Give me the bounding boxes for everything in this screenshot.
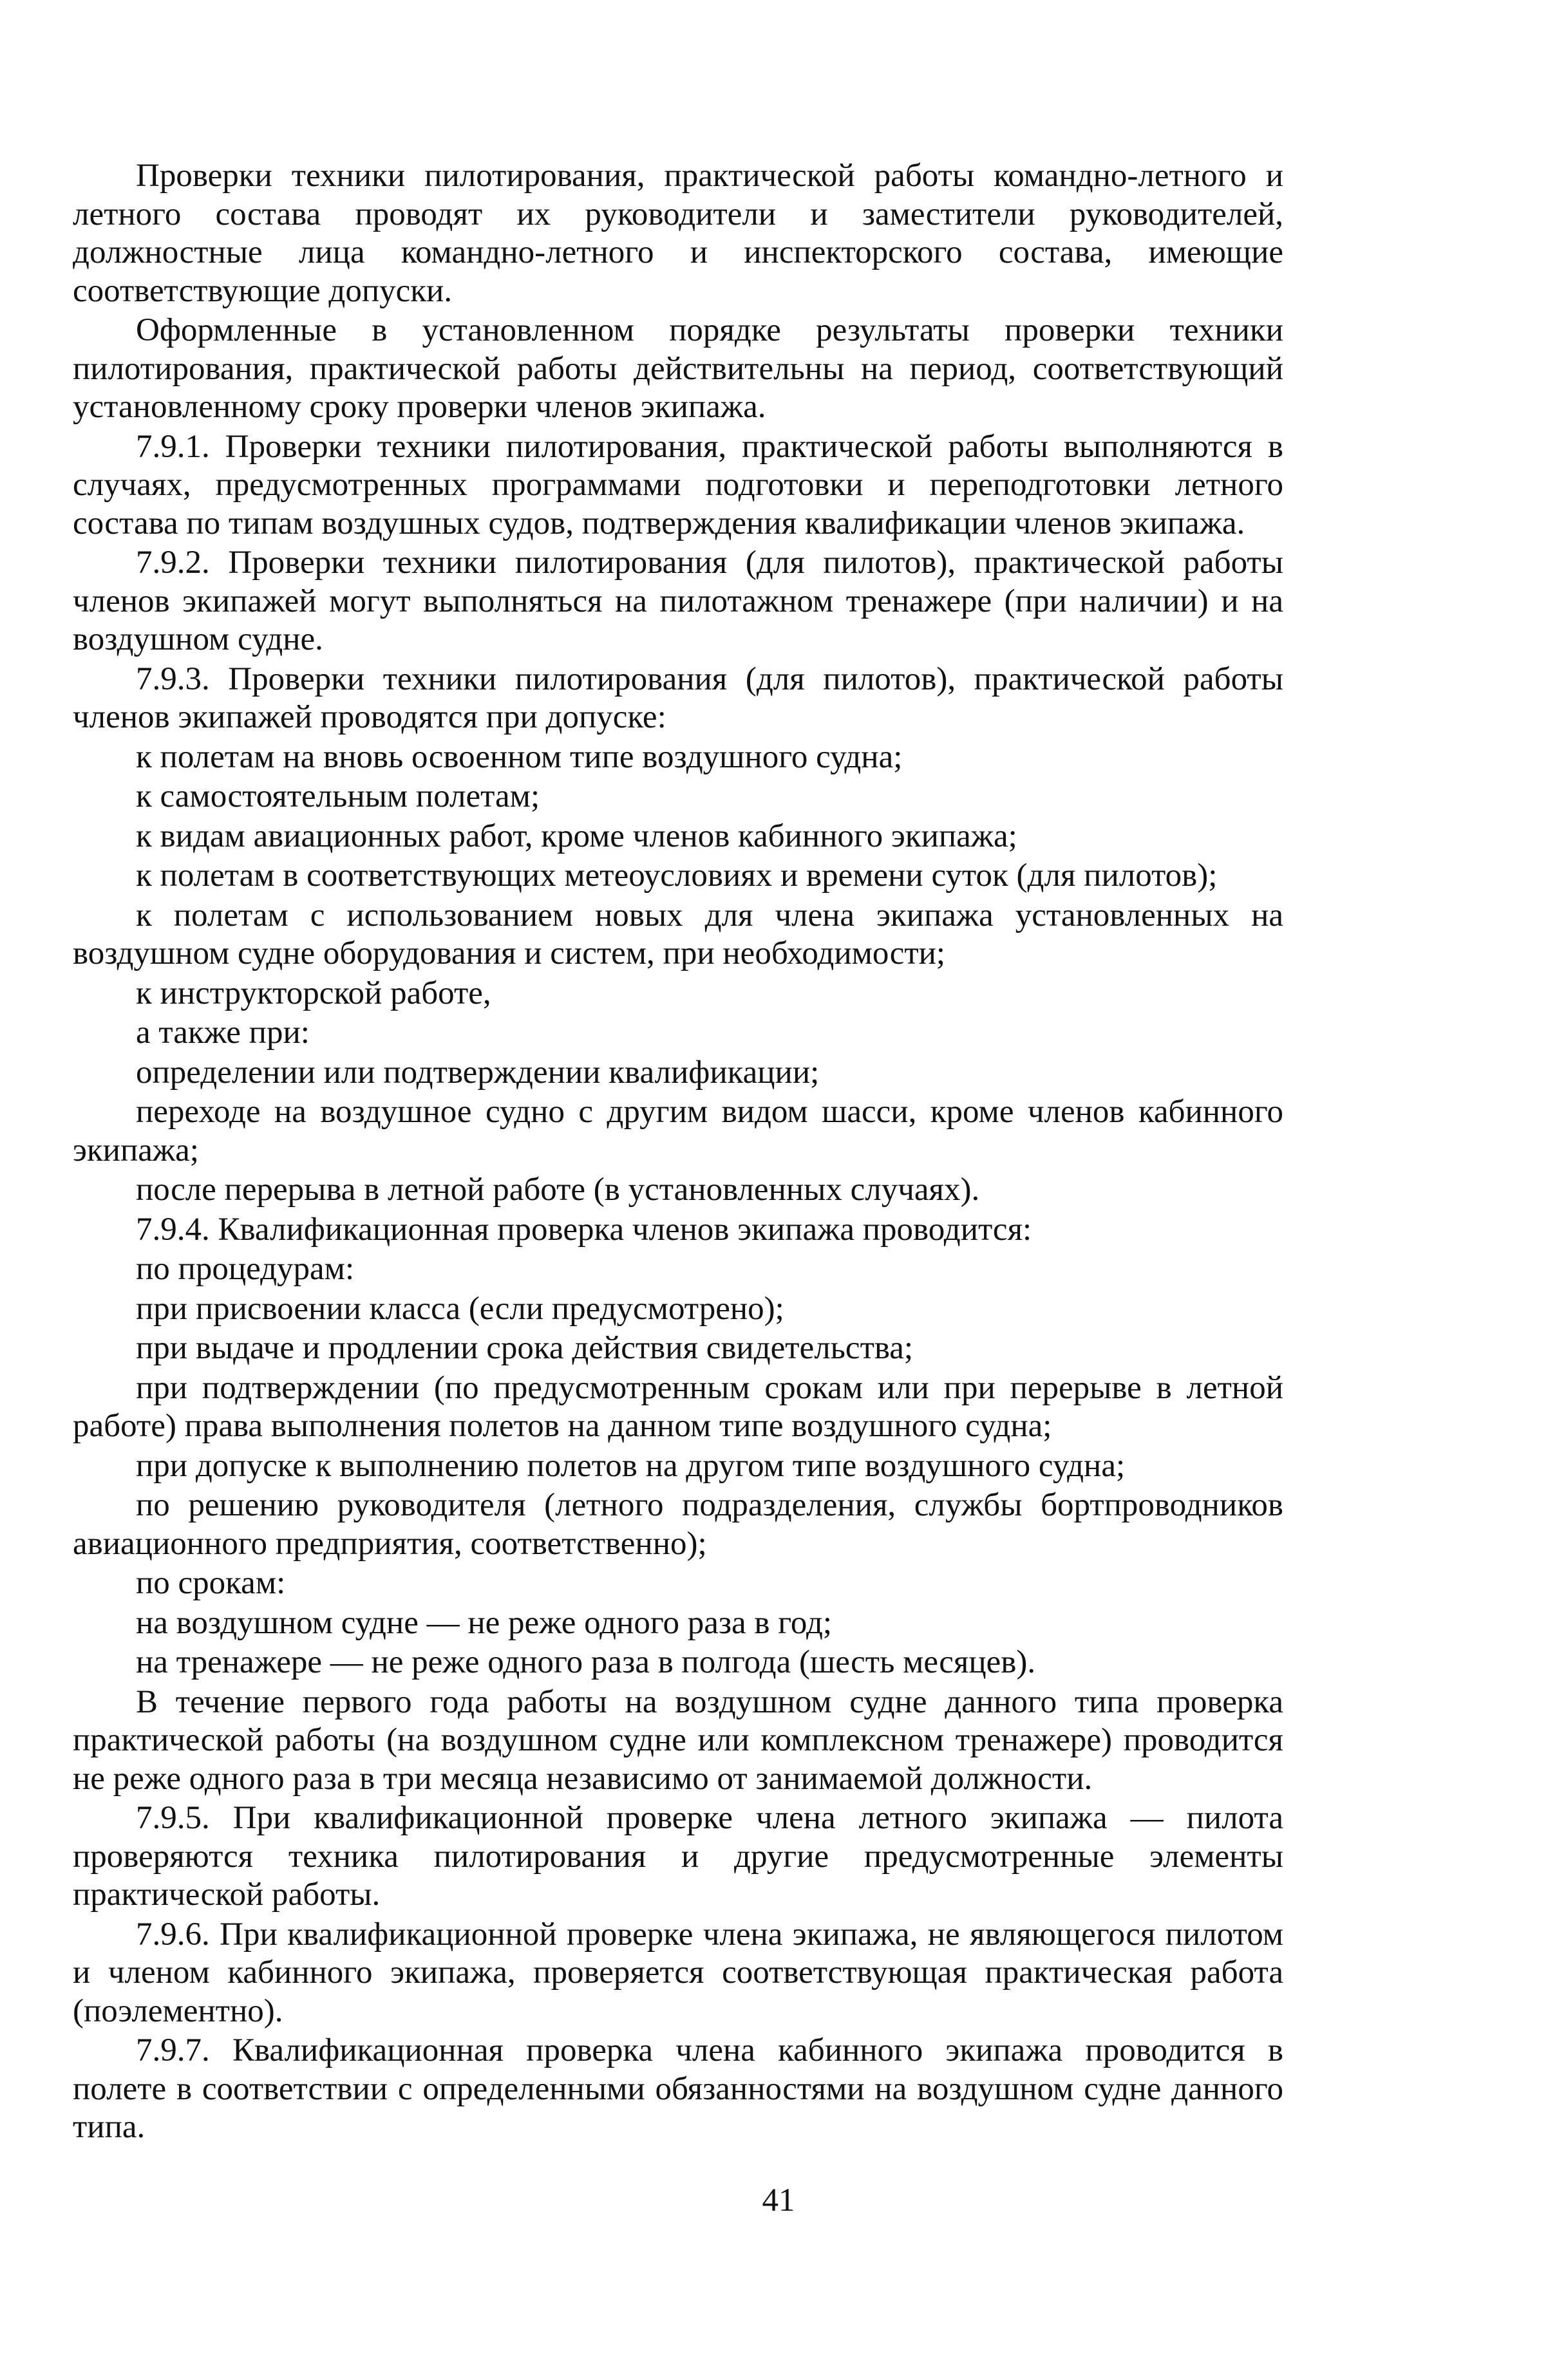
paragraph-7-9-1: 7.9.1. Проверки техники пилотирования, практической работы выполняются в случаях, предусмотренных программами подготовки и переподготовки летного состава по типам воздушных судов, подтверждения квалификации членов экипажа. bbox=[73, 428, 1283, 541]
list-item: при присвоении класса (если предусмотрено); bbox=[136, 1290, 784, 1327]
list-item: при допуске к выполнению полетов на другом типе воздушного судна; bbox=[136, 1447, 1126, 1484]
document-body bbox=[73, 157, 1283, 2147]
list-item: к видам авиационных работ, кроме членов кабинного экипажа; bbox=[136, 818, 1017, 854]
list-item: по процедурам: bbox=[136, 1251, 355, 1287]
list-item: после перерыва в летной работе (в установленных случаях). bbox=[136, 1172, 980, 1208]
list-item: к самостоятельным полетам; bbox=[136, 778, 540, 814]
list-item: к полетам в соответствующих метеоусловиях и времени суток (для пилотов); bbox=[136, 857, 1218, 894]
list-item: к полетам с использованием новых для члена экипажа установленных на воздушном судне оборудования и систем, при необходимости; bbox=[73, 897, 1283, 971]
list-item: определении или подтверждении квалификации; bbox=[136, 1054, 820, 1091]
page-number: 41 bbox=[762, 2182, 795, 2218]
paragraph: В течение первого года работы на воздушном судне данного типа проверка практической работы (на воздушном судне или комплексном тренажере) проводится не реже одного раза в три месяца независимо от занимаемой должности. bbox=[73, 1683, 1283, 1797]
list-item: переходе на воздушное судно с другим видом шасси, кроме членов кабинного экипажа; bbox=[73, 1094, 1283, 1168]
list-item: к инструкторской работе, bbox=[136, 975, 491, 1011]
paragraph-7-9-4: 7.9.4. Квалификационная проверка членов экипажа проводится: bbox=[136, 1211, 1032, 1248]
paragraph: Проверки техники пилотирования, практической работы командно-летного и летного состава проводят их руководители и заместители руководителей, должностные лица командно-летного и инспекторского состава, имеющие соответствующие допуски. bbox=[73, 158, 1283, 309]
list-item: при выдаче и продлении срока действия свидетельства; bbox=[136, 1330, 914, 1366]
paragraph-7-9-6: 7.9.6. При квалификационной проверке члена экипажа, не являющегося пилотом и членом кабинного экипажа, проверяется соответствующая практическая работа (поэлементно). bbox=[73, 1916, 1283, 2029]
list-item: на тренажере — не реже одного раза в полгода (шесть месяцев). bbox=[136, 1644, 1036, 1680]
paragraph-7-9-7: 7.9.7. Квалификационная проверка члена кабинного экипажа проводится в полете в соответствии с определенными обязанностями на воздушном судне данного типа. bbox=[73, 2032, 1283, 2145]
list-item: на воздушном судне — не реже одного раза в год; bbox=[136, 1604, 833, 1641]
paragraph-7-9-5: 7.9.5. При квалификационной проверке члена летного экипажа — пилота проверяются техника пилотирования и другие предусмотренные элементы практической работы. bbox=[73, 1800, 1283, 1913]
paragraph-7-9-3: 7.9.3. Проверки техники пилотирования (для пилотов), практической работы членов экипажей проводятся при допуске: bbox=[73, 661, 1283, 735]
list-item: к полетам на вновь освоенном типе воздушного судна; bbox=[136, 738, 903, 775]
list-item: по срокам: bbox=[136, 1565, 286, 1601]
paragraph: Оформленные в установленном порядке результаты проверки техники пилотирования, практической работы действительны на период, соответствующий установленному сроку проверки членов экипажа. bbox=[73, 312, 1283, 425]
paragraph-7-9-2: 7.9.2. Проверки техники пилотирования (для пилотов), практической работы членов экипажей могут выполняться на пилотажном тренажере (при наличии) и на воздушном судне. bbox=[73, 545, 1283, 657]
list-item: при подтверждении (по предусмотренным срокам или при перерыве в летной работе) права выполнения полетов на данном типе воздушного судна; bbox=[73, 1369, 1283, 1444]
list-item: по решению руководителя (летного подразделения, службы бортпроводников авиационного предприятия, соответственно); bbox=[73, 1487, 1283, 1562]
list-item: а также при: bbox=[136, 1015, 310, 1051]
